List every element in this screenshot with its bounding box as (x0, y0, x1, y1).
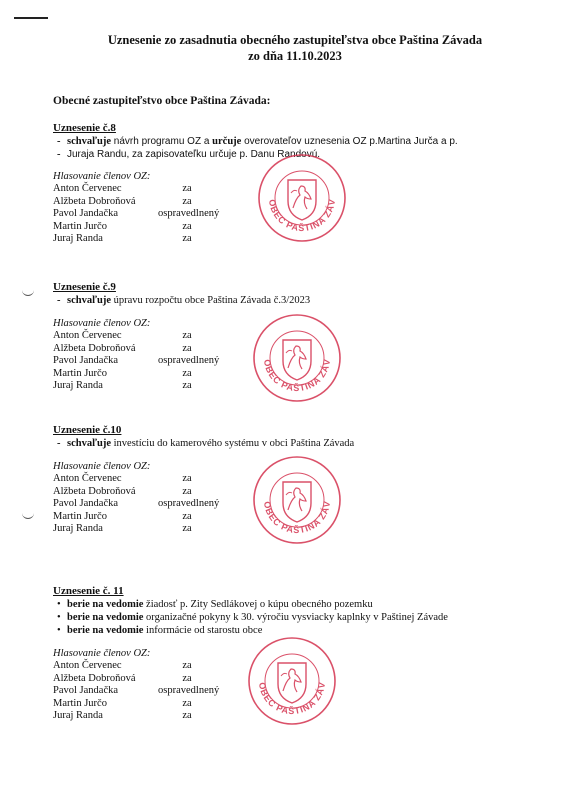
text: návrh programu OZ a (111, 136, 213, 147)
vote-heading: Hlasovanie členov OZ: (53, 171, 151, 182)
member-name: Martin Jurčo (53, 697, 107, 709)
document-title: Uznesenie zo zasadnutia obecného zastupiteľstva obce Paština Závada (107, 33, 483, 47)
member-name: Pavol Jandačka (53, 685, 119, 696)
vote-heading: Hlasovanie členov OZ: (53, 318, 151, 329)
member-name: Juraj Randa (53, 380, 103, 391)
vote-value: za (182, 697, 192, 709)
vote-heading: Hlasovanie členov OZ: (53, 461, 151, 472)
resolution-text (53, 294, 533, 307)
keyword: určuje (212, 136, 242, 147)
vote-value: ospravedlnený (158, 685, 220, 696)
vote-value: za (182, 220, 192, 232)
member-name: Anton Červenec (53, 183, 122, 194)
member-name: Pavol Jandačka (53, 355, 119, 366)
vote-value: za (182, 380, 192, 391)
keyword: berie na vedomie (67, 625, 144, 636)
member-name: Alžbeta Dobroňová (53, 342, 136, 354)
vote-value: za (182, 367, 192, 379)
vote-value: ospravedlnený (158, 498, 220, 509)
member-name: Anton Červenec (53, 473, 122, 484)
keyword: schvaľuje (67, 438, 112, 449)
text: informácie od starostu obce (143, 625, 263, 636)
punch-hole-mark (22, 512, 34, 519)
vote-value: za (182, 672, 192, 684)
vote-value: za (182, 473, 192, 484)
member-name: Alžbeta Dobroňová (53, 195, 136, 207)
vote-value: za (182, 510, 192, 522)
vote-value: za (182, 710, 192, 721)
resolution-title: Uznesenie č.8 (53, 122, 116, 134)
vote-value: za (182, 660, 192, 671)
svg-text:OBEC PAŠTINA ZÁVADA: OBEC PAŠTINA ZÁV (261, 500, 333, 536)
member-name: Alžbeta Dobroňová (53, 672, 136, 684)
vote-value: ospravedlnený (158, 355, 220, 366)
keyword: berie na vedomie (67, 599, 144, 610)
member-name: Anton Červenec (53, 330, 122, 341)
municipal-seal-stamp (247, 636, 337, 726)
resolution-title: Uznesenie č.9 (53, 281, 116, 293)
vote-value: za (182, 485, 192, 497)
member-name: Alžbeta Dobroňová (53, 485, 136, 497)
resolution-bullet (53, 611, 533, 624)
text: Juraja Randu, za zapisovateľku určuje p. Danu Randovú. (67, 149, 321, 160)
member-name: Martin Jurčo (53, 220, 107, 232)
keyword: schvaľuje (67, 136, 112, 147)
member-name: Pavol Jandačka (53, 208, 119, 219)
text: úpravu rozpočtu obce Paština Závada č.3/2023 (111, 295, 311, 306)
vote-value: za (182, 183, 192, 194)
text: organizačné pokyny k 30. výročiu vysviacky kaplnky v Paštinej Závade (143, 612, 448, 623)
svg-text:OBEC PAŠTINA ZÁVADA: OBEC PAŠTINA ZÁV (256, 681, 328, 717)
member-name: Juraj Randa (53, 523, 103, 534)
resolution-text (53, 437, 533, 450)
vote-heading: Hlasovanie členov OZ: (53, 648, 151, 659)
vote-value: za (182, 330, 192, 341)
member-name: Martin Jurčo (53, 367, 107, 379)
text: investíciu do kamerového systému v obci Paština Závada (111, 438, 355, 449)
resolution-title: Uznesenie č. 11 (53, 585, 124, 597)
svg-text:OBEC PAŠTINA ZÁVADA: OBEC PAŠTINA ZÁV (261, 358, 333, 394)
member-name: Juraj Randa (53, 233, 103, 244)
member-name: Pavol Jandačka (53, 498, 119, 509)
vote-value: ospravedlnený (158, 208, 220, 219)
resolution-title: Uznesenie č.10 (53, 424, 122, 436)
text: žiadosť p. Zity Sedlákovej o kúpu obecného pozemku (143, 599, 373, 610)
punch-hole-mark (22, 289, 34, 296)
vote-value: za (182, 233, 192, 244)
vote-value: za (182, 342, 192, 354)
resolution-bullet (53, 598, 533, 611)
svg-text:OBEC PAŠTINA ZÁVADA: OBEC PAŠTINA ZÁV (266, 198, 338, 234)
member-name: Juraj Randa (53, 710, 103, 721)
vote-value: za (182, 523, 192, 534)
keyword: schvaľuje (67, 295, 112, 306)
document-date: zo dňa 11.10.2023 (248, 49, 342, 63)
vote-value: za (182, 195, 192, 207)
resolution-text (53, 135, 533, 148)
municipal-seal-stamp (252, 455, 342, 545)
municipal-seal-stamp (257, 153, 347, 243)
keyword: berie na vedomie (67, 612, 144, 623)
scan-edge-mark (14, 17, 48, 19)
member-name: Anton Červenec (53, 660, 122, 671)
member-name: Martin Jurčo (53, 510, 107, 522)
municipal-seal-stamp (252, 313, 342, 403)
text: overovateľov uznesenia OZ p.Martina Jurča a p. (241, 136, 458, 147)
council-label: Obecné zastupiteľstvo obce Paština Závada: (53, 95, 271, 107)
